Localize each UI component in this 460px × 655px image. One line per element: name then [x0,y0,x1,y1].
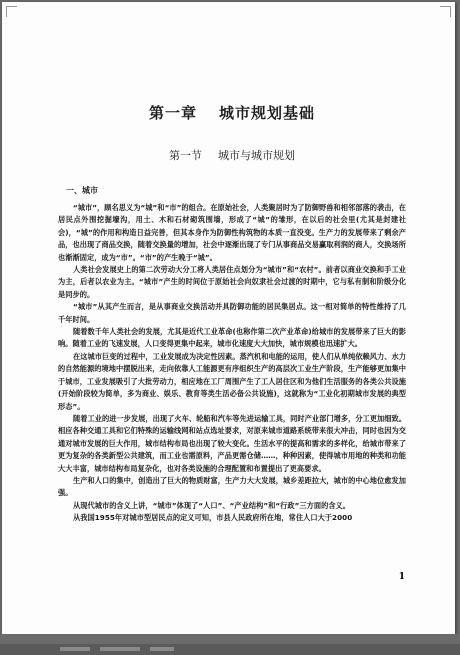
chapter-name: 城市规划基础 [219,104,316,122]
section-title [58,147,406,163]
document-page [2,2,455,634]
subheading: 一、城市 [66,186,98,195]
page-content [58,102,406,525]
paragraph: “城市”从其产生而言，是从事商业交换活动并具防御功能的居民集居点。这一相对简单的特性维持了几千年时间。 [58,302,406,324]
next-page-edge [60,636,260,642]
paragraph: 人类社会发展史上的第二次劳动大分工将人类居住点划分为“城市”和“农村”。前者以商业交换和手工业为主，后者以农业为主。“城市”产生的时间位于原始社会向奴隶社会过渡的时期中，它与私有制和阶级分化是同步的。 [58,265,406,299]
page-number: 1 [398,572,405,582]
crop-mark-right [440,6,451,17]
paragraph: 生产和人口的集中，创造出了巨大的物质财富，生产力大大发展，城乡差距拉大，城市的中心地位愈发加强。 [58,475,406,498]
paragraph: “城市”，顾名思义为“城”和“市”的组合。在原始社会，人类聚居时为了防御野兽和相邻部落的袭击，在居民点外围挖掘壕沟，用土、木和石材砌筑围墙，形成了“城”的雏形，在以后的社会里(尤其是封建社会)，“城”的作用和构造日益完善，但其本身作为防御性构筑物的本质一直没变。生产力的发展带来了剩余产品，也出现了商品交换，随着交换量的增加，社会中逐渐出现了专门从事商品交易赢取利润的商人，交换场所也渐渐固定，成为“市”。“市”的产生晚于“城”。 [58,203,406,262]
chapter-title [58,102,406,123]
chapter-label: 第一章 [148,104,197,122]
section-name: 城市与城市规划 [218,149,295,162]
paragraph: 在这城市巨变的过程中，工业发展成为决定性因素。蒸汽机和电能的运用，使人们从单纯依赖风力、水力的自然能源的境地中摆脱出来，走向依靠人工能源更有序组织生产的高层次工业生产阶段，生产能够更加集中于城市，工业发展吸引了大批劳动力，相应地在工厂周围产生了工人居住区和为他们生活服务的各类公共设施(开始阶段较为简单，多为商业、娱乐、教育等类生活必备公共设施)，这就称为“工业化初期城市发展的典型形态”。 [58,351,406,411]
paragraph: 随着工业的进一步发展，出现了火车、轮船和汽车等先进运输工具，同时产业部门增多，分工更加细致。相应各种交通工具和它们特殊的运输线网和站点选址要求，对原来城市道路系统带来很大冲击，同时也因为交通对城市发展的巨大作用，城市结构布局也出现了较大变化。生活水平的提高和需求的多样化，给城市带来了更为复杂的各类新型公共建筑，而工业也需原料，产品更需仓储……，种种因素，使得城市用地的种类和功能大大丰富，城市结构布局复杂化，也对各类设施的合理配置和布置提出了更高要求。 [58,413,406,473]
paragraph: 从我国1955年对城市型居民点的定义可知，市县人民政府所在地，常住人口大于2000 [73,513,353,523]
paragraph: 从现代城市的含义上讲，“城市”体现了“人口”、“产业结构”和“行政”三方面的含义。 [73,500,351,510]
paragraph: 随着数千年人类社会的发展，尤其是近代工业革命(也称作第二次产业革命)给城市的发展带来了巨大的影响。随着工业的飞速发展，人口变得更集中起来，城市化速度大大加快，城市规模也迅速扩大。 [58,327,406,349]
section-label: 第一节 [169,149,202,162]
crop-mark-left [6,6,17,17]
